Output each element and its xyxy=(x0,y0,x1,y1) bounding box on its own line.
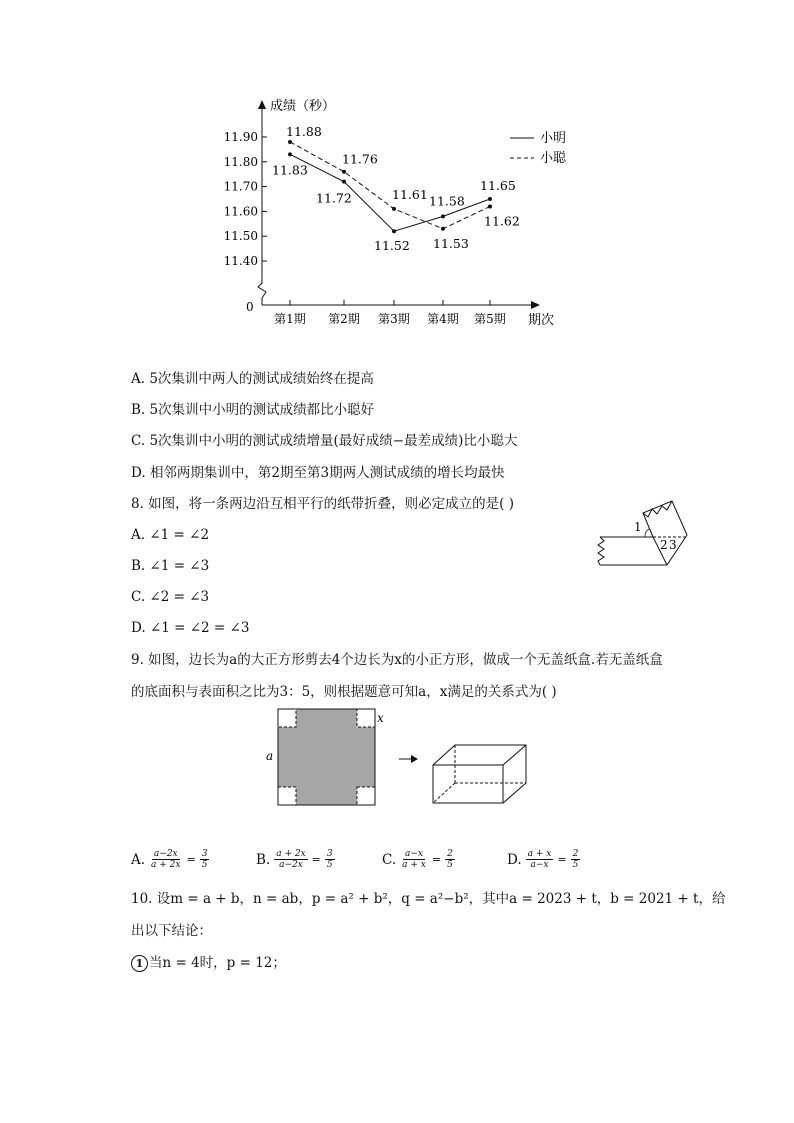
q10-stem-line1: 10. 设m = a + b，n = ab，p = a² + b²，q = a²−b²，其中a = 2023 + t，b = 2021 + t，给 xyxy=(131,891,726,907)
data-point xyxy=(488,197,492,201)
x-tick-label: 第3期 xyxy=(378,312,410,326)
x-tick-label: 第1期 xyxy=(274,312,306,326)
data-label: 11.72 xyxy=(316,190,352,206)
q9-option-d: D. $\frac{a + x}{a-x}$ = $\frac{2}{5}$ xyxy=(507,849,579,870)
y-tick-label: 11.70 xyxy=(223,179,258,194)
q10-item-1: 1 当n = 4时，p = 12； xyxy=(131,954,286,972)
data-label: 11.83 xyxy=(272,162,308,178)
q8-option-c: C. ∠2 = ∠3 xyxy=(131,589,210,605)
origin-label: 0 xyxy=(246,300,254,314)
data-point xyxy=(441,227,445,231)
data-point xyxy=(392,229,396,233)
arrow-right-icon xyxy=(411,755,418,763)
folded-strip-figure xyxy=(590,495,700,575)
x-tick-label: 第2期 xyxy=(328,312,360,326)
data-label: 11.76 xyxy=(342,151,378,167)
q7-option-c: C. 5次集训中小明的测试成绩增量(最好成绩−最差成绩)比小聪大 xyxy=(131,433,518,449)
data-point xyxy=(342,170,346,174)
q9-stem-line2: 的底面积与表面积之比为3：5，则根据题意可知a，x满足的关系式为( ) xyxy=(131,684,557,700)
data-point xyxy=(488,204,492,208)
angle-2-label: 2 xyxy=(660,538,668,552)
y-tick-label: 11.50 xyxy=(223,229,258,244)
q9-option-a: A. $\frac{a-2x}{a + 2x}$ = $\frac{3}{5}$ xyxy=(131,849,208,870)
x-axis-label: 期次 xyxy=(528,313,555,328)
q9-option-c: C. $\frac{a-x}{a + x}$ = $\frac{2}{5}$ xyxy=(382,849,453,870)
data-label: 11.88 xyxy=(286,123,322,139)
data-label: 11.52 xyxy=(374,238,410,254)
data-point xyxy=(288,140,292,144)
q8-option-a: A. ∠1 = ∠2 xyxy=(131,527,210,543)
y-tick-label: 11.80 xyxy=(223,154,258,169)
q8-option-b: B. ∠1 = ∠3 xyxy=(131,558,210,574)
legend-label: 小明 xyxy=(540,131,567,146)
circled-number-1: 1 xyxy=(131,955,148,972)
data-point xyxy=(288,152,292,156)
data-label: 11.62 xyxy=(484,213,520,229)
line-chart xyxy=(0,0,794,340)
side-x-label: x xyxy=(377,711,384,725)
y-tick-label: 11.40 xyxy=(223,254,258,268)
data-label: 11.65 xyxy=(480,178,516,193)
y-tick-label: 11.60 xyxy=(223,204,258,219)
angle-3-label: 3 xyxy=(669,538,677,552)
data-label: 11.58 xyxy=(429,193,465,209)
y-axis-label: 成绩（秒） xyxy=(270,99,336,114)
data-point xyxy=(441,214,445,218)
data-label: 11.61 xyxy=(392,186,428,202)
data-point xyxy=(342,180,346,184)
y-axis-arrow xyxy=(258,100,266,109)
q7-option-b: B. 5次集训中小明的测试成绩都比小聪好 xyxy=(131,402,375,418)
q9-options xyxy=(131,849,631,877)
series-line-1 xyxy=(290,142,490,229)
angle-1-label: 1 xyxy=(634,520,642,534)
paper-box-figure xyxy=(260,700,540,815)
q7-option-d: D. 相邻两期集训中，第2期至第3期两人测试成绩的增长均最快 xyxy=(131,465,505,481)
q9-stem-line1: 9. 如图，边长为a的大正方形剪去4个边长为x的小正方形，做成一个无盖纸盒.若无盖纸盒 xyxy=(131,652,663,668)
q10-stem-line2: 出以下结论： xyxy=(131,923,212,939)
x-tick-label: 第5期 xyxy=(474,312,506,326)
data-label: 11.53 xyxy=(433,235,469,251)
x-axis-arrow xyxy=(531,301,540,309)
x-tick-label: 第4期 xyxy=(427,312,459,326)
q9-option-b: B. $\frac{a + 2x}{a-2x}$ = $\frac{3}{5}$ xyxy=(256,849,333,870)
y-tick-label: 11.90 xyxy=(223,130,258,144)
legend-label: 小聪 xyxy=(540,151,567,166)
q8-option-d: D. ∠1 = ∠2 = ∠3 xyxy=(131,620,250,636)
q7-option-a: A. 5次集训中两人的测试成绩始终在提高 xyxy=(131,371,374,387)
data-point xyxy=(392,207,396,211)
q8-stem: 8. 如图，将一条两边沿互相平行的纸带折叠，则必定成立的是( ) xyxy=(131,496,514,512)
side-a-label: a xyxy=(266,749,274,763)
